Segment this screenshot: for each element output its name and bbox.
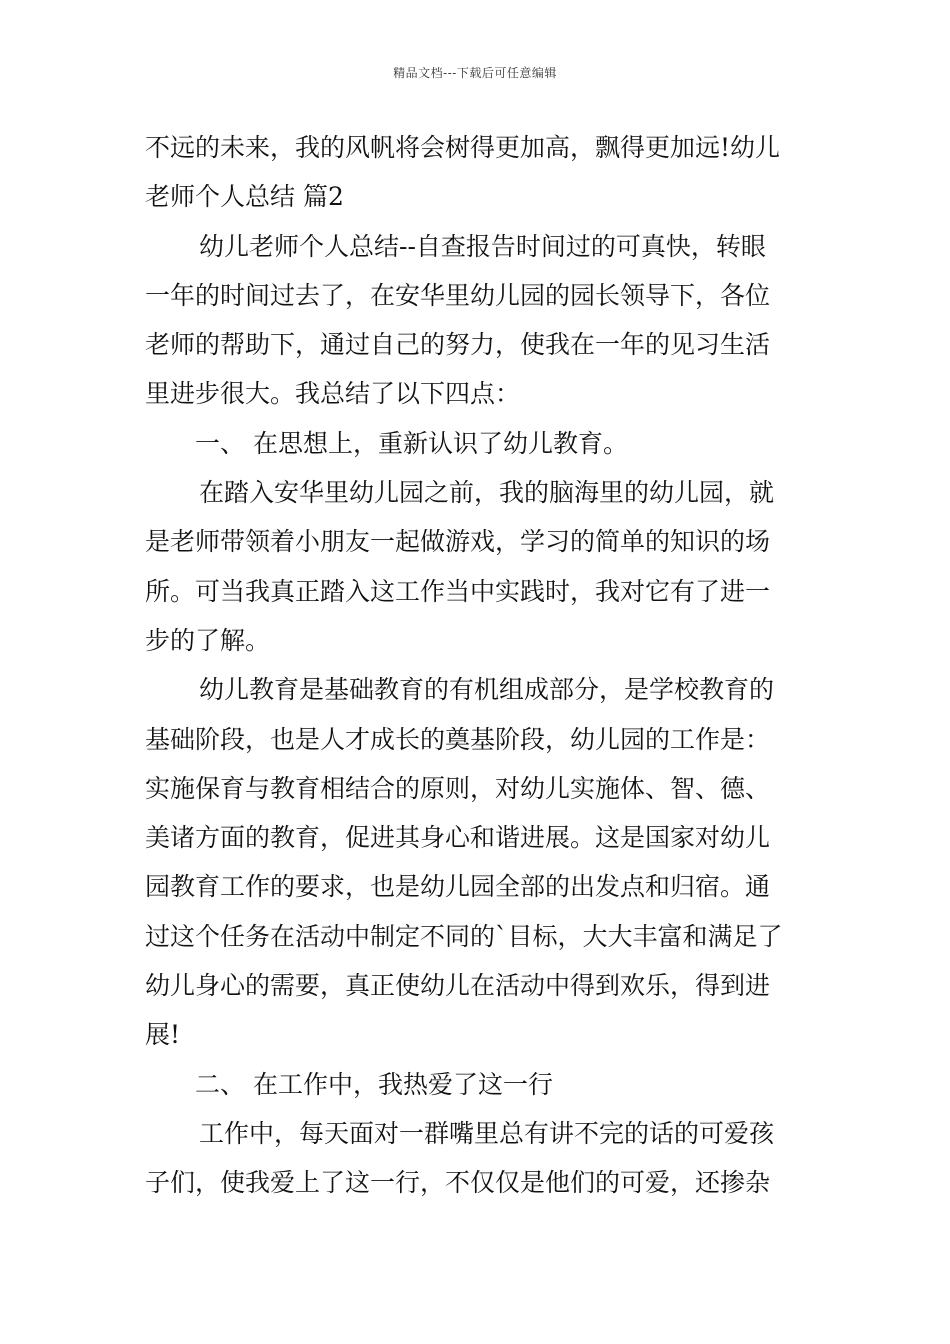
text-line: 是老师带领着小朋友一起做游戏，学习的简单的知识的场 bbox=[145, 527, 771, 557]
text-line: 基础阶段，也是人才成长的奠基阶段，幼儿园的工作是： bbox=[145, 724, 771, 754]
text-line: 老师个人总结 篇2 bbox=[145, 182, 344, 212]
text-line: 步的了解。 bbox=[145, 625, 271, 655]
paragraph-start-line: 幼儿教育是基础教育的有机组成部分，是学校教育的 bbox=[199, 675, 775, 705]
text-line: 过这个任务在活动中制定不同的`目标，大大丰富和满足了 bbox=[145, 921, 783, 951]
document-body bbox=[145, 123, 810, 1208]
text-line: 不远的未来，我的风帆将会树得更加高，飘得更加远!幼儿 bbox=[145, 133, 781, 162]
text-line: 子们，使我爱上了这一行，不仅仅是他们的可爱，还掺杂 bbox=[145, 1168, 771, 1198]
paragraph-start-line: 幼儿老师个人总结--自查报告时间过的可真快，转眼 bbox=[199, 231, 766, 261]
paragraph-start-line: 工作中，每天面对一群嘴里总有讲不完的话的可爱孩 bbox=[199, 1118, 775, 1148]
text-line: 园教育工作的要求，也是幼儿园全部的出发点和归宿。通 bbox=[145, 872, 771, 902]
paragraph-start-line: 在踏入安华里幼儿园之前，我的脑海里的幼儿园，就 bbox=[199, 478, 775, 508]
section-heading: 二、 在工作中，我热爱了这一行 bbox=[195, 1069, 553, 1099]
text-line: 里进步很大。我总结了以下四点： bbox=[145, 379, 521, 409]
section-heading: 一、 在思想上，重新认识了幼儿教育。 bbox=[195, 428, 628, 458]
text-line: 展! bbox=[145, 1020, 181, 1050]
text-line: 幼儿身心的需要，真正使幼儿在活动中得到欢乐，得到进 bbox=[145, 971, 771, 1001]
text-line: 老师的帮助下，通过自己的努力，使我在一年的见习生活 bbox=[145, 330, 771, 360]
text-line: 实施保育与教育相结合的原则，对幼儿实施体、智、德、 bbox=[145, 773, 771, 803]
text-line: 一年的时间过去了，在安华里幼儿园的园长领导下，各位 bbox=[145, 280, 771, 310]
text-line: 所。可当我真正踏入这工作当中实践时，我对它有了进一 bbox=[145, 576, 771, 606]
page-header: 精品文档---下载后可任意编辑 bbox=[393, 66, 557, 80]
text-line: 美诸方面的教育，促进其身心和谐进展。这是国家对幼儿 bbox=[145, 823, 771, 853]
